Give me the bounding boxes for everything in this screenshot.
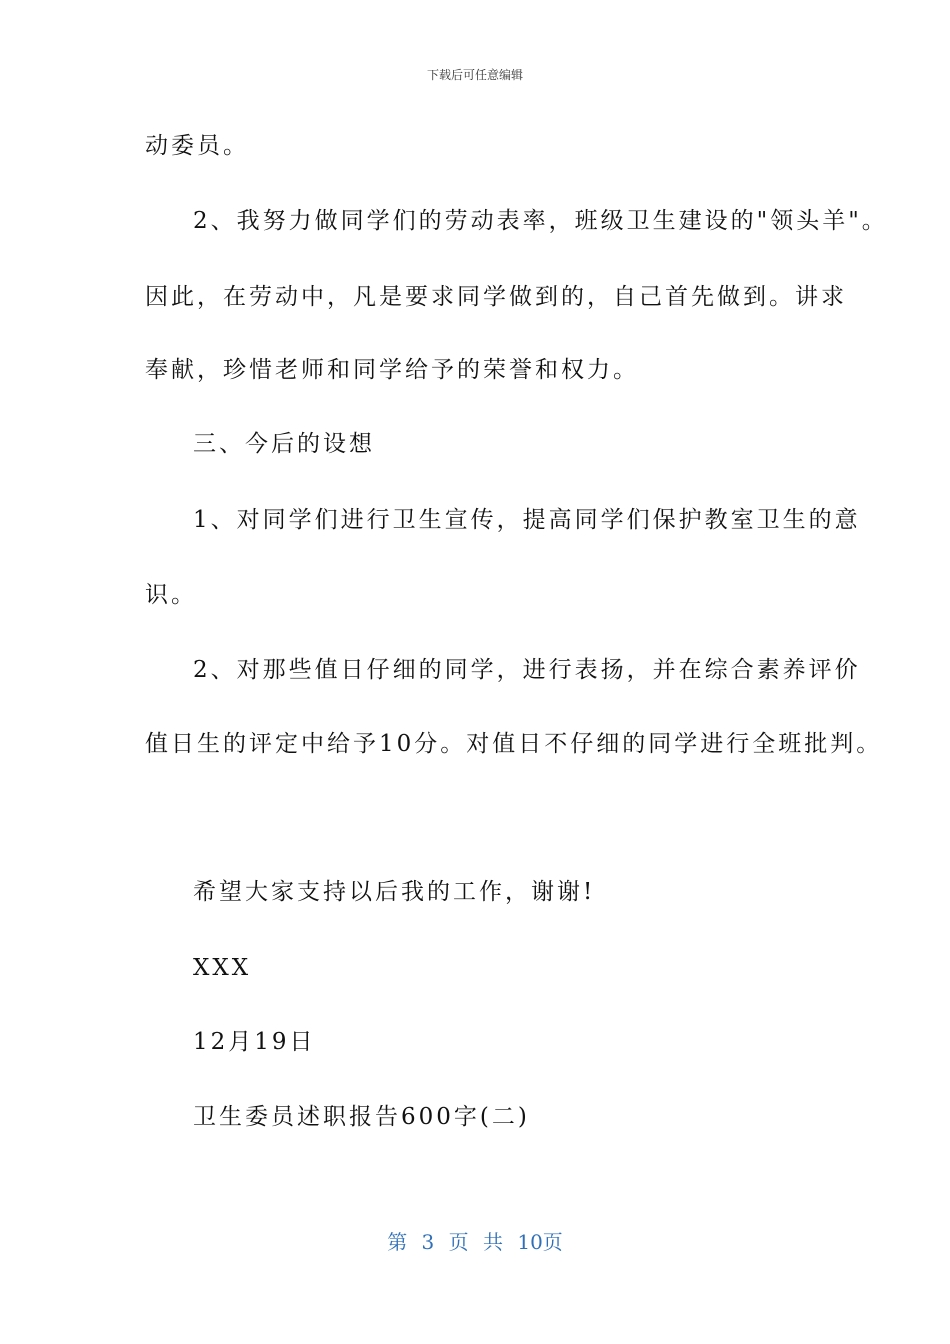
page-header: 下载后可任意编辑: [426, 68, 523, 82]
signature-name: XXX: [193, 955, 252, 981]
section-heading: 三、今后的设想: [193, 431, 375, 457]
body-line: 值日生的评定中给予10分。对值日不仔细的同学进行全班批判。: [145, 731, 883, 757]
body-line: 2、我努力做同学们的劳动表率，班级卫生建设的"领头羊"。: [193, 208, 888, 234]
body-line: 识。: [145, 582, 197, 608]
closing-line: 希望大家支持以后我的工作，谢谢!: [193, 879, 596, 905]
body-line: 动委员。: [145, 133, 249, 159]
signature-date: 12月19日: [193, 1029, 316, 1055]
body-line: 奉献，珍惜老师和同学给予的荣誉和权力。: [145, 357, 639, 383]
body-line: 因此，在劳动中，凡是要求同学做到的，自己首先做到。讲求: [145, 284, 847, 310]
next-title: 卫生委员述职报告600字(二): [193, 1104, 530, 1130]
body-line: 2、对那些值日仔细的同学，进行表扬，并在综合素养评价: [193, 657, 861, 683]
page-number: 第 3 页 共 10页: [387, 1230, 563, 1254]
body-line: 1、对同学们进行卫生宣传，提高同学们保护教室卫生的意: [193, 507, 861, 533]
